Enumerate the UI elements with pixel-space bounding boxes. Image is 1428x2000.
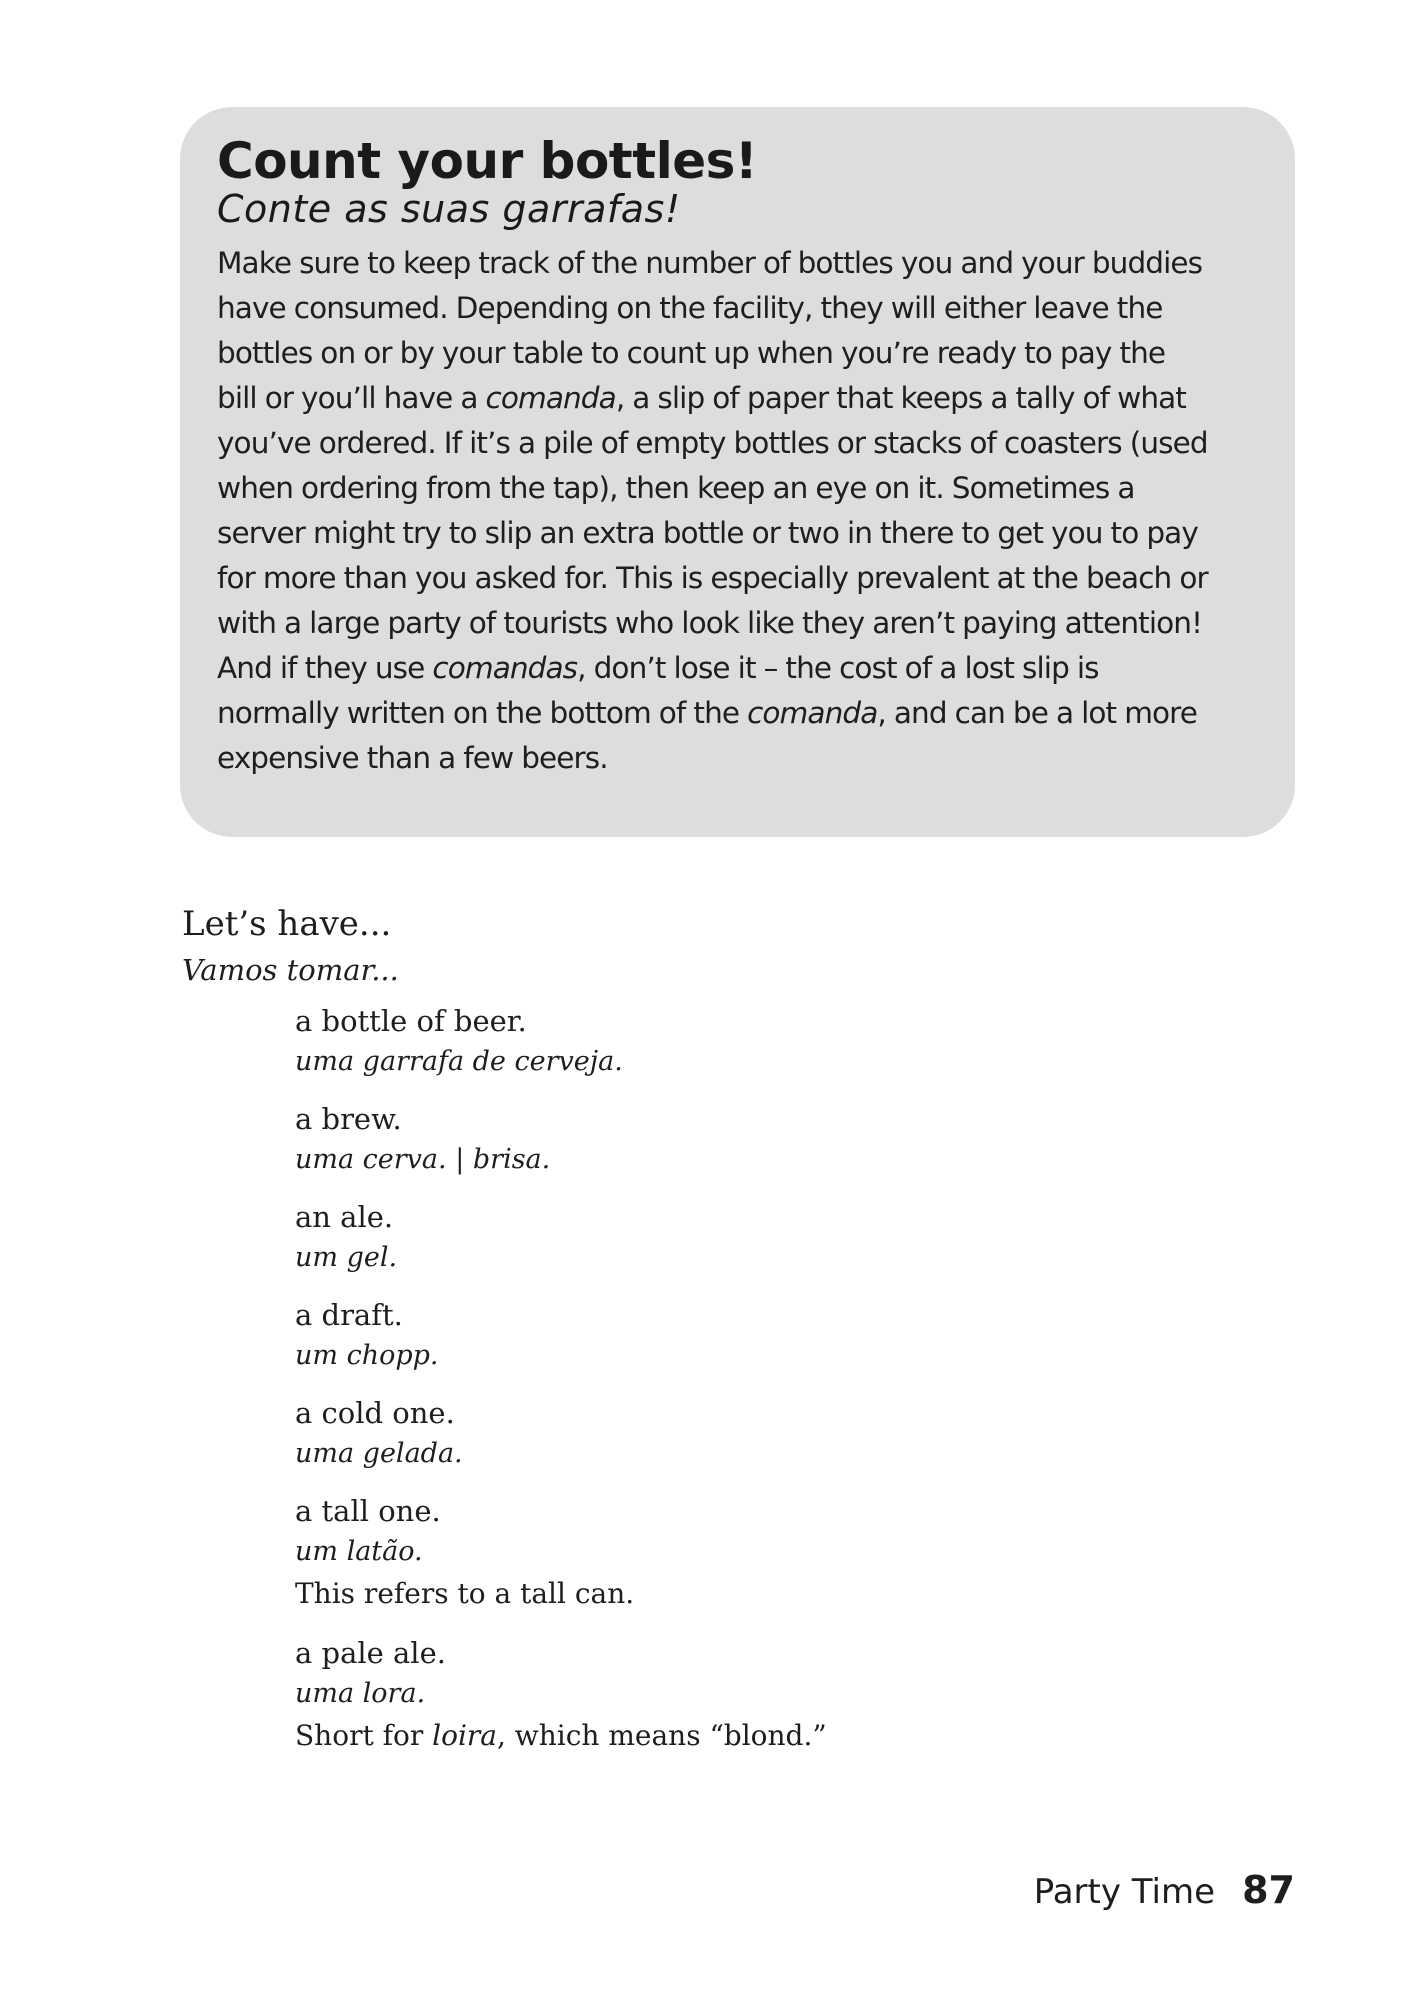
text-run: normally written on the bottom of the [217, 695, 748, 730]
text-run: , don’t lose it – the cost of a lost slip is [577, 650, 1099, 685]
phrase-section [182, 900, 827, 1774]
phrase-portuguese: um gel. [295, 1242, 398, 1273]
phrase-portuguese: um chopp. [295, 1340, 439, 1371]
intro-english: Let’s have... [182, 904, 392, 944]
phrase-english: a cold one. [295, 1396, 455, 1430]
sidebar-body-line [217, 736, 1251, 781]
phrase-portuguese: uma garrafa de cerveja. [295, 1046, 623, 1077]
phrase-item [295, 1392, 827, 1474]
phrase-portuguese: uma lora. [295, 1678, 426, 1709]
text-run: expensive than a few beers. [217, 740, 608, 775]
phrase-list [182, 1000, 827, 1758]
text-run: you’ve ordered. If it’s a pile of empty bottles or stacks of coasters (used [217, 425, 1208, 460]
phrase-english: a brew. [295, 1102, 402, 1136]
text-run: Make sure to keep track of the number of bottles you and your buddies [217, 245, 1203, 280]
phrase-english: a draft. [295, 1298, 403, 1332]
text-run: And if they use [217, 650, 433, 685]
sidebar-body-line [217, 376, 1251, 421]
text-run: , which means “blond.” [496, 1719, 827, 1752]
text-run: Short for [295, 1719, 433, 1752]
sidebar-body-line [217, 601, 1251, 646]
phrase-note [295, 1572, 827, 1616]
sidebar-body-line [217, 691, 1251, 736]
text-run: , and can be a lot more [877, 695, 1198, 730]
sidebar-body-line [217, 511, 1251, 556]
sidebar-body-line [217, 286, 1251, 331]
phrase-item [295, 1490, 827, 1616]
sidebar-body-line [217, 556, 1251, 601]
phrase-english: an ale. [295, 1200, 394, 1234]
sidebar-title: Count your bottles! [217, 132, 758, 190]
sidebar-subtitle: Conte as suas garrafas! [217, 187, 681, 231]
sidebar-body-line [217, 421, 1251, 466]
sidebar-body-line [217, 466, 1251, 511]
text-run: for more than you asked for. This is especially prevalent at the beach or [217, 560, 1208, 595]
phrase-note [295, 1714, 827, 1758]
phrase-english: a pale ale. [295, 1636, 446, 1670]
italic-term: loira [432, 1719, 497, 1752]
italic-term: comanda [485, 380, 616, 415]
text-run: server might try to slip an extra bottle or two in there to get you to pay [217, 515, 1198, 550]
phrase-portuguese: um latão. [295, 1536, 423, 1567]
phrase-item [295, 1000, 827, 1082]
sidebar-body-line [217, 331, 1251, 376]
text-run: bill or you’ll have a [217, 380, 486, 415]
text-run: This refers to a tall can. [295, 1577, 635, 1610]
intro-portuguese: Vamos tomar... [182, 953, 399, 987]
text-run: when ordering from the tap), then keep an eye on it. Sometimes a [217, 470, 1135, 505]
phrase-item [295, 1098, 827, 1180]
page-footer [1034, 1868, 1295, 1912]
phrase-english: a tall one. [295, 1494, 441, 1528]
text-run: , a slip of paper that keeps a tally of what [615, 380, 1186, 415]
sidebar-body-line [217, 646, 1251, 691]
text-run: with a large party of tourists who look like they aren’t paying attention! [217, 605, 1202, 640]
phrase-portuguese: uma cerva. | brisa. [295, 1144, 551, 1175]
phrase-item [295, 1294, 827, 1376]
sidebar-body-line [217, 241, 1251, 286]
phrase-english: a bottle of beer. [295, 1004, 527, 1038]
sidebar-box [180, 107, 1295, 837]
phrase-item [295, 1632, 827, 1758]
text-run: have consumed. Depending on the facility, they will either leave the [217, 290, 1163, 325]
phrase-portuguese: uma gelada. [295, 1438, 463, 1469]
phrase-item [295, 1196, 827, 1278]
sidebar-body [217, 241, 1251, 781]
italic-term: comandas [432, 650, 578, 685]
text-run: bottles on or by your table to count up when you’re ready to pay the [217, 335, 1166, 370]
page-number: 87 [1242, 1868, 1295, 1912]
footer-section-title: Party Time [1033, 1872, 1216, 1912]
italic-term: comanda [747, 695, 878, 730]
